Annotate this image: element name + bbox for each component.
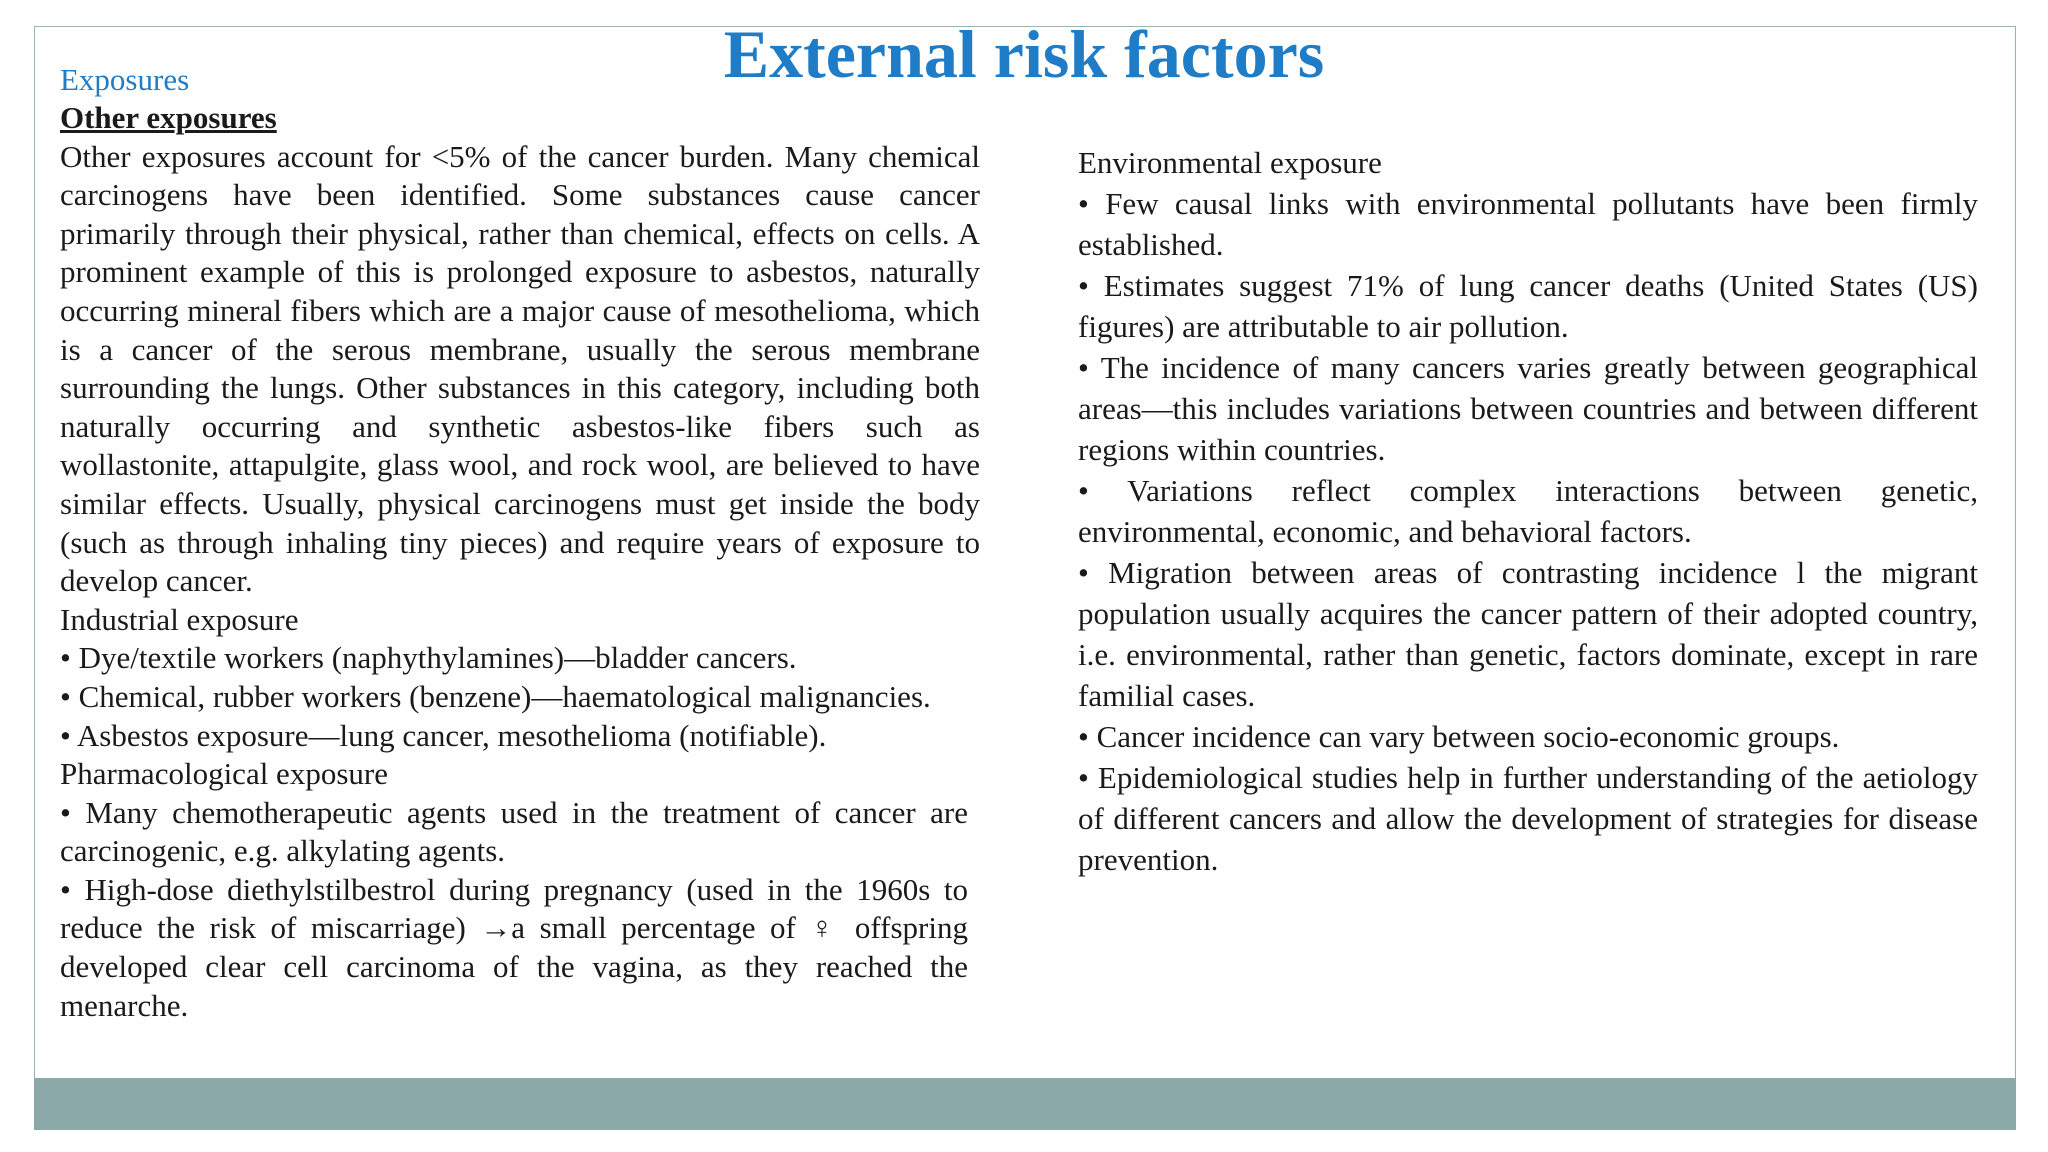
list-item: • Epidemiological studies help in further understanding of the aetiology of different cancers and allow the development of strategies for disease prevention.	[1078, 760, 1978, 877]
section-label: Exposures	[60, 62, 190, 97]
list-item: • Few causal links with environmental pollutants have been firmly established.	[1078, 186, 1978, 262]
list-item: • Variations reflect complex interactions between genetic, environmental, economic, and behavioral factors.	[1078, 473, 1978, 549]
footer-bar	[34, 1078, 2016, 1130]
other-exposures-heading: Other exposures	[60, 100, 277, 135]
list-item: • High-dose diethylstilbestrol during pregnancy (used in the 1960s to reduce the risk of miscarriage) →a small percentage of ♀ offspring developed clear cell carcinoma of the vagina, as they reached the menarche.	[60, 871, 968, 1023]
pharmacological-exposure-list	[60, 794, 968, 1026]
list-item: • Chemical, rubber workers (benzene)—haematological malignancies.	[60, 678, 931, 714]
list-item: • Many chemotherapeutic agents used in the treatment of cancer are carcinogenic, e.g. alkylating agents.	[60, 794, 968, 869]
list-item: • Cancer incidence can vary between socio-economic groups.	[1078, 719, 1840, 754]
right-column	[1078, 142, 1978, 880]
left-column	[60, 99, 980, 1025]
list-item: • Dye/textile workers (naphythylamines)—bladder cancers.	[60, 640, 797, 676]
list-item: • The incidence of many cancers varies greatly between geographical areas—this includes variations between countries and between different regions within countries.	[1078, 350, 1978, 467]
other-exposures-paragraph: Other exposures account for <5% of the cancer burden. Many chemical carcinogens have been identified. Some substances cause cancer primarily through their physical, rather than chemical, effects on cells. A prominent example of this is prolonged exposure to asbestos, naturally occurring mineral fibers which are a major cause of mesothelioma, which is a cancer of the serous membrane, usually the serous membrane surrounding the lungs. Other substances in this category, including both naturally occurring and synthetic asbestos-like fibers such as wollastonite, attapulgite, glass wool, and rock wool, are believed to have similar effects. Usually, physical carcinogens must get inside the body (such as through inhaling tiny pieces) and require years of exposure to develop cancer.	[60, 138, 980, 599]
pharmacological-exposure-heading: Pharmacological exposure	[60, 756, 388, 792]
list-item: • Asbestos exposure—lung cancer, mesothelioma (notifiable).	[60, 717, 827, 753]
environmental-exposure-heading: Environmental exposure	[1078, 145, 1382, 180]
list-item: • Migration between areas of contrasting incidence l the migrant population usually acquires the cancer pattern of their adopted country, i.e. environmental, rather than genetic, factors dominate, except in rare familial cases.	[1078, 555, 1978, 713]
environmental-exposure-list	[1078, 183, 1978, 880]
list-item: • Estimates suggest 71% of lung cancer deaths (United States (US) figures) are attributable to air pollution.	[1078, 268, 1978, 344]
industrial-exposure-list	[60, 639, 980, 755]
industrial-exposure-heading: Industrial exposure	[60, 601, 299, 637]
slide-title: External risk factors	[723, 16, 1325, 92]
